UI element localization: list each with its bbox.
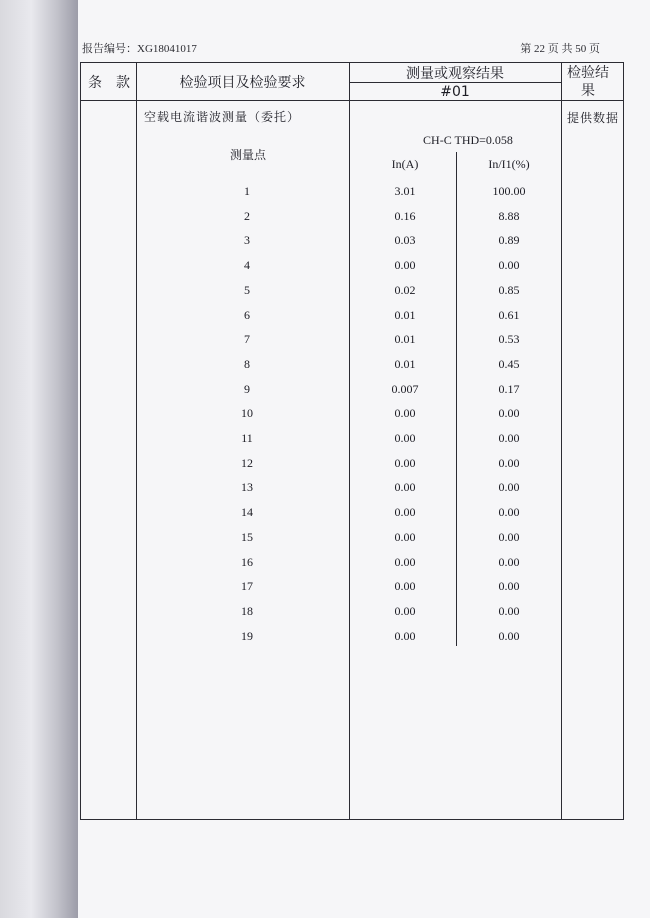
harmonic-ratio: 0.00 bbox=[498, 455, 520, 470]
table-row bbox=[0, 505, 650, 525]
harmonic-order: 9 bbox=[244, 381, 250, 396]
table-row bbox=[0, 308, 650, 328]
harmonic-current: 0.00 bbox=[394, 529, 416, 544]
table-row bbox=[0, 209, 650, 229]
harmonic-order: 15 bbox=[241, 529, 253, 544]
table-row bbox=[0, 530, 650, 550]
harmonic-current: 0.16 bbox=[394, 208, 416, 223]
result-header: 测量或观察结果 bbox=[406, 66, 504, 82]
harmonic-current: 0.00 bbox=[394, 431, 416, 445]
conclusion-header: 检验结果 bbox=[567, 65, 609, 99]
harmonic-current: 0.00 bbox=[394, 554, 416, 569]
harmonic-ratio: 0.00 bbox=[498, 431, 520, 445]
thd-value: CH-C THD=0.058 bbox=[423, 133, 513, 147]
harmonic-ratio: 0.00 bbox=[498, 480, 520, 495]
harmonic-order: 16 bbox=[241, 554, 253, 569]
harmonic-order: 7 bbox=[244, 332, 250, 347]
sample-id: #01 bbox=[440, 84, 470, 100]
harmonic-order: 6 bbox=[244, 307, 250, 322]
table-row bbox=[0, 431, 650, 451]
table-row bbox=[0, 604, 650, 624]
table-row bbox=[0, 332, 650, 352]
harmonic-ratio: 0.00 bbox=[498, 529, 520, 544]
harmonic-current: 0.00 bbox=[394, 455, 416, 470]
harmonic-order: 4 bbox=[244, 258, 250, 273]
harmonic-current: 0.00 bbox=[394, 480, 416, 495]
table-row bbox=[0, 184, 650, 204]
harmonic-ratio: 0.61 bbox=[498, 307, 520, 322]
harmonic-ratio: 100.00 bbox=[492, 184, 526, 198]
clause-header: 条 款 bbox=[88, 75, 130, 91]
harmonic-order: 10 bbox=[241, 406, 253, 421]
harmonic-order: 14 bbox=[241, 505, 253, 520]
table-row bbox=[0, 233, 650, 253]
conclusion-text: 提供数据 bbox=[567, 111, 620, 125]
harmonic-current: 0.00 bbox=[394, 628, 416, 643]
harmonic-current: 0.00 bbox=[394, 505, 416, 520]
harmonic-order: 17 bbox=[241, 579, 253, 594]
harmonic-current: 0.01 bbox=[394, 356, 416, 371]
harmonic-current: 0.00 bbox=[394, 406, 416, 421]
harmonic-order: 2 bbox=[244, 208, 250, 223]
table-row bbox=[0, 579, 650, 599]
table-row bbox=[0, 555, 650, 575]
harmonic-ratio: 0.17 bbox=[498, 381, 520, 396]
report-number: 报告编号：XG18041017 bbox=[82, 43, 197, 55]
harmonic-order: 19 bbox=[241, 628, 253, 643]
harmonic-order: 13 bbox=[241, 480, 253, 495]
harmonic-ratio: 0.00 bbox=[498, 406, 520, 421]
harmonic-ratio: 0.85 bbox=[498, 282, 520, 297]
in-column-header: In(A) bbox=[391, 157, 419, 171]
harmonic-current: 0.01 bbox=[394, 332, 416, 347]
harmonic-order: 8 bbox=[244, 356, 250, 371]
table-row bbox=[0, 406, 650, 426]
table-row bbox=[0, 382, 650, 402]
harmonic-ratio: 0.00 bbox=[498, 505, 520, 520]
harmonic-current: 3.01 bbox=[394, 184, 416, 198]
harmonic-ratio: 8.88 bbox=[498, 208, 520, 223]
harmonic-current: 0.00 bbox=[394, 258, 416, 273]
harmonic-order: 1 bbox=[244, 184, 250, 198]
page-number: 第 22 页 共 50 页 bbox=[520, 43, 600, 55]
harmonic-order: 12 bbox=[241, 455, 253, 470]
harmonic-current: 0.02 bbox=[394, 282, 416, 297]
table-row bbox=[0, 629, 650, 649]
harmonic-ratio: 0.00 bbox=[498, 258, 520, 273]
harmonic-order: 3 bbox=[244, 233, 250, 248]
table-row bbox=[0, 456, 650, 476]
table-row bbox=[0, 258, 650, 278]
harmonic-current: 0.00 bbox=[394, 579, 416, 594]
harmonic-ratio: 0.00 bbox=[498, 603, 520, 618]
harmonic-ratio: 0.00 bbox=[498, 628, 520, 643]
harmonic-ratio: 0.00 bbox=[498, 554, 520, 569]
harmonic-order: 11 bbox=[241, 431, 253, 445]
harmonic-ratio: 0.00 bbox=[498, 579, 520, 594]
harmonic-current: 0.01 bbox=[394, 307, 416, 322]
point-column-header: 测量点 bbox=[230, 148, 267, 162]
harmonic-order: 18 bbox=[241, 603, 253, 618]
harmonic-ratio: 0.89 bbox=[498, 233, 520, 248]
harmonic-ratio: 0.45 bbox=[498, 356, 520, 371]
item-title: 空载电流谐波测量（委托） bbox=[144, 110, 301, 124]
item-header: 检验项目及检验要求 bbox=[179, 75, 306, 91]
harmonic-current: 0.007 bbox=[391, 381, 419, 396]
table-row bbox=[0, 357, 650, 377]
harmonic-ratio: 0.53 bbox=[498, 332, 520, 347]
harmonic-order: 5 bbox=[244, 282, 250, 297]
harmonic-current: 0.00 bbox=[394, 603, 416, 618]
table-row bbox=[0, 283, 650, 303]
harmonic-current: 0.03 bbox=[394, 233, 416, 248]
table-row bbox=[0, 480, 650, 500]
pct-column-header: In/I1(%) bbox=[488, 157, 530, 171]
